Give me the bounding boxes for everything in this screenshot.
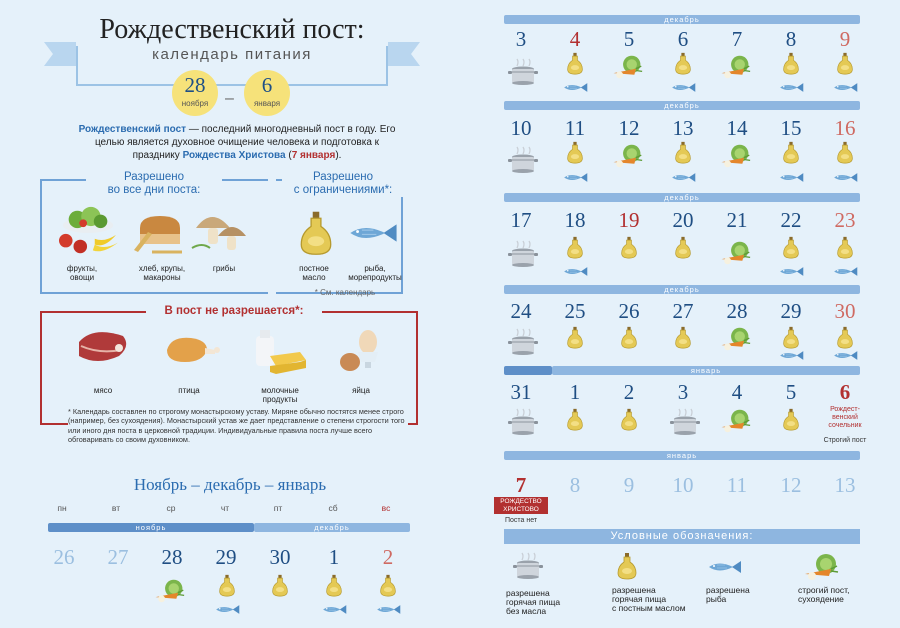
oil-bottle-icon — [566, 408, 584, 431]
oil-bottle-icon — [620, 326, 638, 349]
day-dec-17: 17 — [510, 208, 532, 232]
fish-icon — [670, 82, 696, 93]
forbidden-heading: В пост не разрешается*: — [146, 305, 322, 318]
christmas-eve-label: Рождест- венский сочельник — [828, 406, 862, 429]
oil-bottle-icon — [836, 326, 854, 349]
start-date-month: ноября — [181, 99, 209, 108]
vegetables-icon — [718, 408, 758, 434]
intro-text — [72, 123, 402, 162]
oil-bottle-icon — [836, 236, 854, 259]
bread-icon — [130, 204, 190, 260]
month-label-december-4: декабрь — [664, 285, 700, 294]
oil-bottle-icon — [566, 141, 584, 164]
allowed-limited-item-fish: рыба, морепродукты — [348, 264, 402, 282]
fish-icon — [214, 604, 240, 615]
day-dec-12: 12 — [618, 116, 640, 140]
fish-icon — [562, 172, 588, 183]
oil-bottle-icon — [782, 236, 800, 259]
fish-icon — [706, 560, 742, 574]
vegetables-icon — [802, 552, 846, 582]
oil-bottle-icon — [566, 236, 584, 259]
day-dec-18: 18 — [564, 208, 586, 232]
intro-rest: — последний многодневный пост в году. Его целью является духовное очищение человека и подготовка к празднику — [94, 124, 396, 161]
legend-item-fish: разрешена рыба — [706, 585, 750, 604]
fish-icon — [832, 266, 858, 277]
pot-icon — [507, 146, 539, 176]
fish-icon — [778, 266, 804, 277]
end-date-month: января — [253, 99, 281, 108]
day-dec-19: 19 — [618, 208, 640, 232]
oil-bottle-icon — [298, 210, 334, 256]
fish-icon — [778, 350, 804, 361]
day-dec-27: 27 — [672, 299, 694, 323]
day-nov-27: 27 — [107, 545, 129, 569]
day-nov-29: 29 — [215, 545, 237, 569]
oil-bottle-icon — [782, 141, 800, 164]
intro-close: ). — [335, 150, 342, 161]
month-label-january-2: январь — [666, 451, 698, 460]
oil-bottle-icon — [782, 52, 800, 75]
day-jan-3: 3 — [677, 380, 689, 404]
legend-title: Условные обозначения: — [504, 529, 860, 544]
vegetables-icon — [610, 54, 650, 80]
start-date-day: 28 — [184, 73, 206, 97]
day-jan-9: 9 — [623, 473, 635, 497]
day-jan-7: 7 — [515, 473, 527, 497]
legend-item-oil: разрешена горячая пища с постным маслом — [612, 585, 686, 613]
pot-icon — [512, 552, 544, 582]
day-nov-30: 30 — [269, 545, 291, 569]
month-label-november: ноябрь — [135, 523, 167, 532]
day-dec-30: 30 — [834, 299, 856, 323]
christmas-eve-note: Строгий пост — [823, 437, 867, 444]
day-dec-21: 21 — [726, 208, 748, 232]
day-dec-26: 26 — [618, 299, 640, 323]
oil-bottle-icon — [674, 52, 692, 75]
day-dec-5: 5 — [623, 27, 635, 51]
meat-icon — [74, 324, 136, 370]
forbidden-item-eggs: яйца — [352, 386, 370, 395]
oil-bottle-icon — [271, 574, 289, 597]
dairy-icon — [250, 322, 310, 378]
day-dec-2: 2 — [382, 545, 394, 569]
vegetables-icon — [718, 326, 758, 352]
weekday-sat: сб — [328, 503, 338, 513]
poultry-icon — [160, 330, 222, 370]
day-dec-13: 13 — [672, 116, 694, 140]
oil-bottle-icon — [782, 326, 800, 349]
day-jan-6: 6 — [839, 380, 851, 404]
end-date-day: 6 — [261, 73, 273, 97]
day-dec-24: 24 — [510, 299, 532, 323]
oil-bottle-icon — [566, 52, 584, 75]
day-dec-9: 9 — [839, 27, 851, 51]
forbidden-item-dairy: молочные продукты — [261, 386, 299, 404]
oil-bottle-icon — [836, 52, 854, 75]
oil-bottle-icon — [836, 141, 854, 164]
day-dec-25: 25 — [564, 299, 586, 323]
forbidden-item-meat: мясо — [93, 386, 113, 395]
allowed-limited-note: * См. календарь — [314, 288, 376, 297]
day-jan-10: 10 — [672, 473, 694, 497]
vegetables-icon — [610, 143, 650, 169]
christmas-badge: РОЖДЕСТВО ХРИСТОВО — [494, 497, 548, 514]
day-dec-14: 14 — [726, 116, 748, 140]
fish-icon — [832, 172, 858, 183]
day-dec-31: 31 — [510, 380, 532, 404]
vegetables-icon — [718, 240, 758, 266]
fish-icon — [670, 172, 696, 183]
christmas-note: Поста нет — [504, 517, 538, 524]
day-dec-4: 4 — [569, 27, 581, 51]
day-dec-6: 6 — [677, 27, 689, 51]
weekday-thu: чт — [220, 503, 230, 513]
day-dec-28: 28 — [726, 299, 748, 323]
intro-date: 7 января — [291, 150, 336, 161]
date-dash: – — [225, 90, 234, 107]
oil-bottle-icon — [674, 326, 692, 349]
month-label-december: декабрь — [314, 523, 350, 532]
fish-icon — [346, 222, 398, 244]
day-dec-10: 10 — [510, 116, 532, 140]
day-jan-12: 12 — [780, 473, 802, 497]
weekday-sun: вс — [381, 503, 391, 513]
day-dec-15: 15 — [780, 116, 802, 140]
weekday-fri: пт — [273, 503, 283, 513]
vegetables-icon — [152, 578, 192, 604]
title-ribbon-right — [388, 42, 420, 66]
oil-bottle-icon — [566, 326, 584, 349]
month-label-december-3: декабрь — [664, 193, 700, 202]
title-ribbon-left — [44, 42, 76, 66]
weekday-tue: вт — [111, 503, 121, 513]
day-dec-22: 22 — [780, 208, 802, 232]
day-nov-26: 26 — [53, 545, 75, 569]
month-label-january-1: январь — [690, 366, 722, 375]
legend-item-strict: строгий пост, сухоядение — [798, 585, 850, 604]
day-dec-20: 20 — [672, 208, 694, 232]
forbidden-item-poultry: птица — [178, 386, 200, 395]
day-dec-23: 23 — [834, 208, 856, 232]
day-dec-7: 7 — [731, 27, 743, 51]
day-nov-28: 28 — [161, 545, 183, 569]
pot-icon — [507, 408, 539, 438]
fish-icon — [778, 82, 804, 93]
day-dec-29: 29 — [780, 299, 802, 323]
weekday-mon: пн — [57, 503, 67, 513]
oil-bottle-icon — [674, 236, 692, 259]
calendar-title: Ноябрь – декабрь – январь — [133, 475, 327, 494]
oil-bottle-icon — [379, 574, 397, 597]
month-label-december-2: декабрь — [664, 101, 700, 110]
oil-bottle-icon — [620, 408, 638, 431]
pot-icon — [507, 58, 539, 88]
oil-bottle-icon — [620, 236, 638, 259]
vegetables-icon — [718, 54, 758, 80]
pot-icon — [669, 408, 701, 438]
allowed-all-heading: Разрешено во все дни поста: — [86, 171, 222, 197]
allowed-all-item-mushrooms: грибы — [212, 264, 236, 273]
pot-icon — [507, 240, 539, 270]
allowed-all-item-fruits: фрукты, овощи — [66, 264, 98, 282]
day-dec-8: 8 — [785, 27, 797, 51]
day-dec-16: 16 — [834, 116, 856, 140]
eggs-icon — [336, 324, 386, 376]
month-bar-december-5 — [504, 366, 552, 375]
day-jan-1: 1 — [569, 380, 581, 404]
allowed-all-item-bread: хлеб, крупы, макароны — [138, 264, 186, 282]
legend-item-pot: разрешена горячая пища без масла — [506, 588, 561, 616]
day-jan-13: 13 — [834, 473, 856, 497]
day-dec-3: 3 — [515, 27, 527, 51]
oil-bottle-icon — [782, 408, 800, 431]
day-jan-4: 4 — [731, 380, 743, 404]
end-date-badge — [244, 70, 290, 116]
day-jan-8: 8 — [569, 473, 581, 497]
oil-bottle-icon — [616, 552, 638, 580]
intro-holiday: Рождества Христова — [182, 150, 286, 161]
intro-open: ( — [285, 150, 292, 161]
fish-icon — [778, 172, 804, 183]
allowed-limited-item-oil: постное масло — [299, 264, 329, 282]
fish-icon — [832, 82, 858, 93]
day-dec-1: 1 — [328, 545, 340, 569]
fish-icon — [375, 604, 401, 615]
page-title: Рождественский пост: — [76, 14, 388, 46]
footnote: * Календарь составлен по строгому монастырскому уставу. Миряне обычно постятся менее строго (например, без сухоядения). Монастырский устав же дает представление о степени строгости того или иного дня поста в церковной традиции. Индивидуальные правила поста лучше всего обговаривать со своим духовником. — [68, 406, 408, 446]
fish-icon — [562, 82, 588, 93]
mushroom-icon — [190, 206, 250, 258]
fruits-vegetables-icon — [46, 202, 130, 260]
day-jan-11: 11 — [726, 473, 748, 497]
allowed-limited-heading: Разрешено с ограничениями*: — [282, 171, 404, 197]
start-date-badge — [172, 70, 218, 116]
day-dec-11: 11 — [564, 116, 586, 140]
oil-bottle-icon — [218, 574, 236, 597]
day-jan-5: 5 — [785, 380, 797, 404]
day-jan-2: 2 — [623, 380, 635, 404]
vegetables-icon — [718, 143, 758, 169]
fish-icon — [321, 604, 347, 615]
fish-icon — [832, 350, 858, 361]
intro-bold: Рождественский пост — [78, 124, 187, 135]
pot-icon — [507, 328, 539, 358]
month-label-december-1: декабрь — [664, 15, 700, 24]
page-subtitle: календарь питания — [152, 46, 312, 63]
fish-icon — [562, 266, 588, 277]
oil-bottle-icon — [325, 574, 343, 597]
oil-bottle-icon — [674, 141, 692, 164]
weekday-wed: ср — [166, 503, 176, 513]
